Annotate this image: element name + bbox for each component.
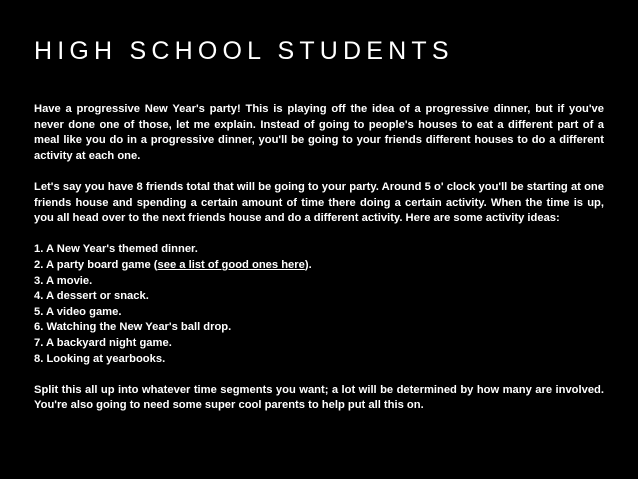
activity-list (34, 242, 604, 367)
list-item-text: ). (304, 258, 312, 271)
closing-paragraph: Split this all up into whatever time segments you want; a lot will be determined by how many are involved. You're also going to need some super cool parents to help put all this on. (34, 383, 604, 412)
example-paragraph: Let's say you have 8 friends total that will be going to your party. Around 5 o' clock you'll be starting at one friends house and spending a certain amount of time there doing a certain activity. When the time is up, you all head over to the next friends house and do a different activity. Here are some activity ideas: (34, 180, 604, 225)
list-item: 6. Watching the New Year's ball drop. (34, 321, 232, 334)
list-item: 8. Looking at yearbooks. (34, 352, 166, 365)
spacer (34, 227, 604, 243)
spacer (34, 164, 604, 180)
board-games-link[interactable]: see a list of good ones here (157, 258, 305, 271)
list-item: 4. A dessert or snack. (34, 290, 149, 303)
slide-body (34, 102, 604, 414)
list-item: 1. A New Year's themed dinner. (34, 243, 198, 256)
list-item-text: 2. A party board game ( (34, 258, 158, 271)
spacer (34, 367, 604, 383)
list-item: 7. A backyard night game. (34, 336, 172, 349)
slide-title: HIGH SCHOOL STUDENTS (34, 37, 454, 65)
intro-paragraph: Have a progressive New Year's party! This is playing off the idea of a progressive dinner, but if you've never done one of those, let me explain. Instead of going to people's houses to eat a different part of a meal like you do in a progressive dinner, you'll be going to your friends different houses to do a different activity at each one. (34, 103, 604, 162)
list-item: 3. A movie. (34, 274, 93, 287)
list-item: 5. A video game. (34, 305, 122, 318)
list-item (34, 258, 604, 274)
